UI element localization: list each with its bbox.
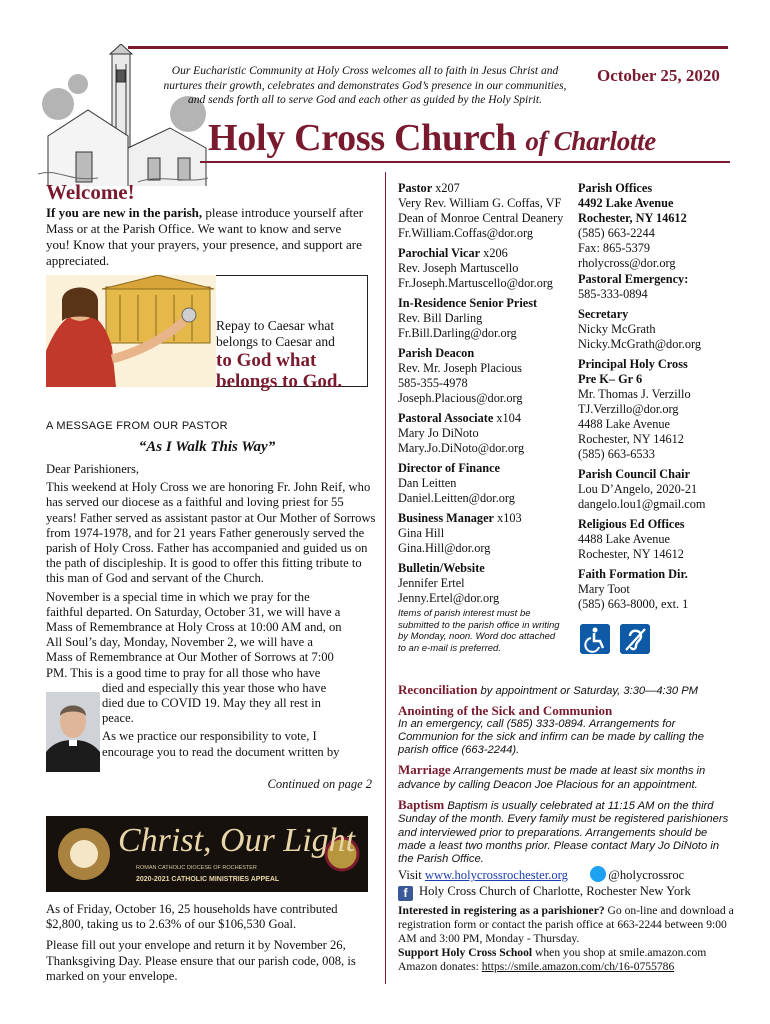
baptism-section [398,798,734,866]
mission-statement [130,64,600,108]
staff-entry [398,296,578,341]
office-line: Mary Toot [578,582,630,596]
staff-ext: x206 [480,246,508,260]
office-line: 4488 Lake Avenue [578,417,670,431]
welcome-body: please introduce yourself after Mass or at the Parish Office. We want to know and serve you! Know that your prayers, your presence, and support are appreciated. [46,205,364,268]
staff-line: Jennifer Ertel [398,576,465,590]
letter-line: faithful departed. On Saturday, October 31, we will have a [46,604,341,619]
staff-line: Rev. Joseph Martuscello [398,261,519,275]
staff-line: Mary Jo DiNoto [398,426,479,440]
staff-role: In-Residence Senior Priest [398,296,538,310]
title-rule [200,161,730,163]
staff-line: 585-355-4978 [398,376,468,390]
reconciliation-text: by appointment or Saturday, 3:30—4:30 PM [477,685,698,697]
office-line: (585) 663-6533 [578,447,655,461]
staff-line: Dean of Monroe Central Deanery [398,211,564,225]
office-line: Fax: 865-5379 [578,241,651,255]
office-line: Lou D’Angelo, 2020-21 [578,482,698,496]
title-sub: of Charlotte [525,126,656,156]
staff-line: Daniel.Leitten@dor.org [398,491,515,505]
letter-line: Mass of Remembrance at Our Mother of Sorrows at 7:00 [46,650,334,665]
staff-entry [398,411,578,456]
letter-line: November is a special time in which we pray for the [46,589,310,604]
scripture-line: belongs to God. [216,371,343,392]
staff-line: Rev. Mr. Joseph Placious [398,361,522,375]
office-entry [578,272,738,302]
office-head: Secretary [578,307,629,321]
staff-line: Very Rev. William G. Coffas, VF [398,196,562,210]
note-line: to an e-mail is preferred. [398,642,501,654]
baptism-text: Baptism is usually celebrated at 11:15 AM on the third Sunday of the month. Every family must be registered parishioners and interviewed prior to preparations. Arrangements should be made a least two months prior. Please contact Mary Jo DiNoto in the Parish Office. [398,800,729,866]
mission-line: Our Eucharistic Community at Holy Cross welcomes all to faith in Jesus Christ and [171,65,559,77]
priest-photo [46,692,100,772]
appeal-paragraph: As of Friday, October 16, 25 households have contributed $2,800, taking us to 2.63% of our $106,530 Goal. [46,902,338,932]
office-line: (585) 663-2244 [578,226,655,240]
letter-paragraph: This weekend at Holy Cross we are honoring Fr. John Reif, who has served our diocese as a faithful and loving priest for 55 years! Father served as assistant pastor at Our Mother of Sorrows from 1974-1978, and for 21 years Father generously served the parish of Holy Cross. Father has accompanied and guided us on the path of discipleship. It is good to offer this fitting tribute to this man of God and servant of the Church. [46,480,376,586]
web-row [398,866,738,883]
office-entry [578,357,738,462]
staff-role: Bulletin/Website [398,561,485,575]
letter-line: peace. [102,711,134,726]
office-head: Pastoral Emergency: [578,272,689,286]
office-entry [578,307,738,352]
register-paragraph [398,904,738,946]
appeal-campaign: 2020-2021 CATHOLIC MINISTRIES APPEAL [136,876,280,883]
office-line: (585) 663-8000, ext. 1 [578,597,689,611]
letter-line: died due to COVID 19. May they all rest in [102,696,321,711]
office-head: Principal Holy Cross [578,357,688,371]
office-line: Nicky McGrath [578,322,656,336]
staff-line: Jenny.Ertel@dor.org [398,591,500,605]
column-divider [385,172,386,984]
office-line: Nicky.McGrath@dor.org [578,337,701,351]
staff-role: Parish Deacon [398,346,475,360]
school-paragraph [398,946,738,960]
mission-line: and sends forth all to serve God and each other as guided by the Holy Spirit. [188,94,542,106]
anointing-heading: Anointing of the Sick and Communion [398,703,613,719]
school-text: when you shop at smile.amazon.com [532,946,707,959]
welcome-lead: If you are new in the parish, [46,205,203,220]
office-head: Religious Ed Offices [578,517,685,531]
anointing-text: In an emergency, call (585) 333-0894. Arrangements for Communion for the sick and infirm can be made by calling the parish office (663-2244). [398,717,704,757]
baptism-heading: Baptism [398,797,445,813]
office-entry [578,517,738,562]
wheelchair-icon [580,624,610,654]
letter-line: Mass of Remembrance at Holy Cross at 10:00 AM and, on [46,620,342,635]
message-label: A MESSAGE FROM OUR PASTOR [46,420,228,432]
staff-entry [398,511,578,556]
marriage-heading: Marriage [398,762,451,778]
marriage-text: Arrangements must be made at least six months in advance by calling Deacon Joe Placious for an appointment. [398,765,706,791]
accessibility-icons [580,624,656,654]
letter-line: PM. This is a good time to pray for all those who have [46,665,321,680]
letter-line: As we practice our responsibility to vote, I [102,729,317,744]
office-line: TJ.Verzillo@dor.org [578,402,679,416]
hearing-loop-icon [620,624,650,654]
website-link[interactable]: www.holycrossrochester.org [424,868,568,882]
staff-line: Mary.Jo.DiNoto@dor.org [398,441,525,455]
staff-role: Director of Finance [398,461,500,475]
letter-line: died and especially this year those who have [102,680,327,695]
scripture-small [216,318,335,350]
office-entry [578,467,738,512]
amazon-paragraph [398,960,738,974]
scripture-emphasis [216,350,342,392]
scripture-line: belongs to Caesar and [216,334,335,349]
page-title [208,116,656,160]
staff-line: Joseph.Placious@dor.org [398,391,523,405]
appeal-diocese: ROMAN CATHOLIC DIOCESE OF ROCHESTER [136,865,257,871]
office-head: Faith Formation Dir. [578,567,688,581]
web-links [398,866,738,901]
staff-ext: x104 [493,411,521,425]
appeal-title: Christ, Our Light [118,822,356,859]
scripture-line: to God what [216,350,317,371]
appeal-text [46,902,376,984]
office-line: Rochester, NY 14612 [578,432,684,446]
welcome-text [46,205,368,269]
staff-ext: x103 [494,511,522,525]
mission-line: nurtures their growth, celebrates and demonstrates God’s presence in our communities, [163,79,567,92]
message-title: “As I Walk This Way” [138,439,276,455]
jesus-coin-illustration [46,275,216,387]
bulletin-date: October 25, 2020 [597,66,720,85]
staff-line: Fr.William.Coffas@dor.org [398,226,534,240]
amazon-label: Amazon donates: [398,960,482,973]
staff-entry [398,346,578,406]
staff-entry [398,246,578,291]
staff-line: Fr.Joseph.Martuscello@dor.org [398,276,553,290]
welcome-heading: Welcome! [46,180,135,204]
staff-role: Pastor [398,181,433,195]
staff-ext: x207 [432,181,460,195]
reconciliation-section [398,683,734,698]
top-rule [128,46,728,49]
office-directory [578,181,738,617]
office-entry [578,567,738,612]
staff-line: Gina Hill [398,526,445,540]
office-head: Parish Council Chair [578,467,691,481]
twitter-icon [590,866,606,882]
facebook-page[interactable]: Holy Cross Church of Charlotte, Rochester New York [419,884,691,898]
register-text: Go on-line and download a registration form or contact the parish office at 663-2244 between 9:00 AM and 3:00 PM, Monday - Thursday. [398,904,734,945]
staff-directory [398,181,578,654]
note-line: submitted to the parish office in writing [398,619,560,631]
note-line: by Monday, noon. Word doc attached [398,631,556,642]
letter-line: All Soul’s day, Monday, November 2, we will have a [46,635,313,650]
office-line: 4492 Lake Avenue [578,196,674,210]
office-line: Pre K– Gr 6 [578,372,643,386]
office-entry [578,181,738,271]
staff-entry [398,461,578,506]
staff-entry [398,561,578,606]
office-line: dangelo.lou1@gmail.com [578,497,706,511]
staff-line: Gina.Hill@dor.org [398,541,491,555]
appeal-banner [46,816,368,892]
letter-greeting: Dear Parishioners, [46,462,140,476]
registration-info [398,904,738,974]
office-line: Mr. Thomas J. Verzillo [578,387,691,401]
visit-label: Visit [398,868,425,882]
staff-line: Dan Leitten [398,476,457,490]
marriage-section [398,763,734,792]
office-line: 585-333-0894 [578,287,648,301]
staff-line: Fr.Bill.Darling@dor.org [398,326,517,340]
facebook-icon: f [398,886,413,901]
title-main: Holy Cross Church [208,117,517,159]
office-line: Rochester, NY 14612 [578,547,684,561]
amazon-link[interactable]: https://smile.amazon.com/ch/16-0755786 [481,960,675,973]
office-line: rholycross@dor.org [578,256,676,270]
office-line: 4488 Lake Avenue [578,532,670,546]
note-line: Items of parish interest must be [398,608,531,619]
staff-line: Rev. Bill Darling [398,311,483,325]
scripture-line: Repay to Caesar what [216,318,335,333]
staff-role: Business Manager [398,511,494,525]
staff-role: Parochial Vicar [398,246,481,260]
staff-role: Pastoral Associate [398,411,494,425]
anointing-section [398,704,734,757]
letter-line: encourage you to read the document written by [102,744,340,759]
submission-note [398,608,578,654]
appeal-paragraph: Please fill out your envelope and return it by November 26, Thanksgiving Day. Please ensure that our parish code, 008, is marked on your envelope. [46,938,356,983]
continued-note: Continued on page 2 [267,777,372,791]
staff-entry [398,181,578,241]
office-head: Parish Offices [578,181,653,195]
sacraments-info [398,683,734,873]
office-line: Rochester, NY 14612 [578,211,687,225]
twitter-handle[interactable]: @holycrossroc [608,868,685,882]
school-lead: Support Holy Cross School [398,946,533,959]
register-lead: Interested in registering as a parishioner? [398,904,605,917]
facebook-row [398,883,738,901]
reconciliation-heading: Reconciliation [398,682,478,697]
